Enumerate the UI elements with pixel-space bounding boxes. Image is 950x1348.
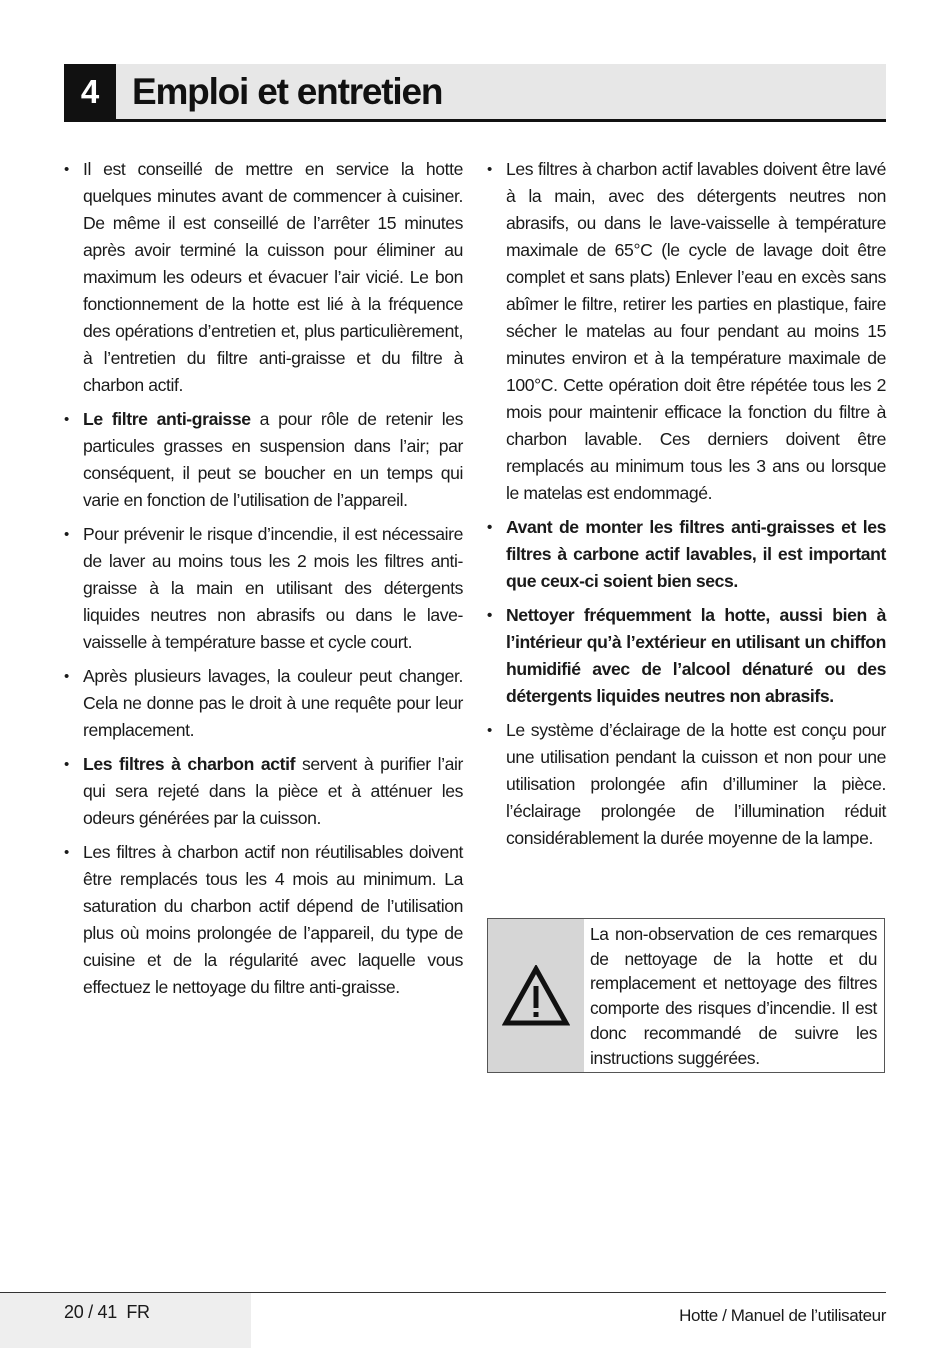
bullet-icon: •: [64, 411, 69, 428]
warning-box: [487, 918, 885, 1073]
item-text: a pour rôle de retenir les particules grasses en suspension dans l’air; par conséquent, il peut se boucher en un temps qui varie en fonction de l’utilisation de l’appareil.: [83, 409, 463, 510]
item-text: Pour prévenir le risque d’incendie, il est nécessaire de laver au moins tous les 2 mois les filtres anti-graisse à la main en utilisant des détergents liquides neutres non abrasifs ou dans le lave-vaisselle à température basse et cycle court.: [83, 524, 463, 652]
item-text: servent à purifier l’air qui sera rejeté dans la pièce et à atténuer les odeurs générées par la cuisson.: [83, 754, 463, 828]
list-item: [487, 717, 886, 852]
bullet-icon: •: [64, 161, 69, 178]
list-item-bold: [487, 514, 886, 595]
bullet-icon: •: [487, 161, 492, 178]
bullet-icon: •: [64, 526, 69, 543]
bullet-icon: •: [487, 607, 492, 624]
bullet-icon: •: [487, 519, 492, 536]
bullet-icon: •: [64, 668, 69, 685]
list-item: [487, 156, 886, 507]
item-text: Après plusieurs lavages, la couleur peut changer. Cela ne donne pas le droit à une requête pour leur remplacement.: [83, 666, 463, 740]
warning-text: La non-observation de ces remarques de nettoyage de la hotte et du remplacement et nettoyage des filtres comporte des risques d’incendie. Il est donc recommandé de suivre les instructions suggérées.: [590, 924, 877, 1068]
list-item: [64, 521, 463, 656]
list-item: [64, 751, 463, 832]
item-text: Les filtres à charbon actif non réutilisables doivent être remplacés tous les 4 mois au minimum. La saturation du charbon actif dépend de l’utilisation plus où moins prolongée de l’appareil, du type de cuisine et de la régularité avec laquelle vous effectuez le nettoyage du filtre anti-graisse.: [83, 842, 463, 997]
item-bold-term: Le filtre anti-graisse: [83, 409, 251, 429]
bullet-icon: •: [64, 844, 69, 861]
list-item: [64, 406, 463, 514]
page-number: 20 / 41 FR: [64, 1302, 150, 1322]
list-item: [64, 663, 463, 744]
list-item-bold: [487, 602, 886, 710]
warning-icon-cell: [488, 919, 584, 1072]
left-column: [64, 156, 463, 1008]
item-text: Il est conseillé de mettre en service la hotte quelques minutes avant de commencer à cuisiner. De même il est conseillé de l’arrêter 15 minutes après avoir terminé la cuisson pour éliminer au maximum les odeurs et évacuer l’air vicié. Le bon fonctionnement de la hotte est lié à la fréquence des opérations d’entretien et, plus particulièrement, à l’entretien du filtre anti-graisse et du filtre à charbon actif.: [83, 159, 463, 395]
warning-triangle-icon: [502, 965, 570, 1027]
bullet-icon: •: [64, 756, 69, 773]
chapter-number: 4: [64, 64, 116, 119]
item-text: Nettoyer fréquemment la hotte, aussi bien à l’intérieur qu’à l’extérieur en utilisant un chiffon humidifié avec de l’alcool dénaturé ou des détergents liquides neutres non abrasifs.: [506, 605, 886, 706]
list-item: [64, 839, 463, 1001]
list-item: [64, 156, 463, 399]
document-title: Hotte / Manuel de l’utilisateur: [679, 1306, 886, 1325]
item-text: Les filtres à charbon actif lavables doivent être lavé à la main, avec des détergents neutres non abrasifs, ou dans le lave-vaisselle à température maximale de 65°C (le cycle de lavage doit être complet et sans plats) Enlever l’eau en excès sans abîmer le filtre, retirer les parties en plastique, faire sécher le matelas au four pendant au moins 15 minutes environ et à la température maximale de 100°C. Cette opération doit être répétée tous les 2 mois pour maintenir efficace la fonction du filtre à charbon lavable. Ces derniers doivent être remplacés au minimum tous les 3 ans ou lorsque le matelas est endommagé.: [506, 159, 886, 503]
right-column: [487, 156, 886, 859]
item-bold-term: Les filtres à charbon actif: [83, 754, 296, 774]
bullet-icon: •: [487, 722, 492, 739]
chapter-header: [64, 64, 886, 122]
item-text: Le système d’éclairage de la hotte est conçu pour une utilisation pendant la cuisson et non pour une utilisation prolongée afin d’illuminer la pièce. l’éclairage prolongée de l’illumination réduit considérablement la durée moyenne de la lampe.: [506, 720, 886, 848]
chapter-title: Emploi et entretien: [132, 71, 443, 112]
item-text: Avant de monter les filtres anti-graisses et les filtres à carbone actif lavables, il est important que ceux-ci soient bien secs.: [506, 517, 886, 591]
